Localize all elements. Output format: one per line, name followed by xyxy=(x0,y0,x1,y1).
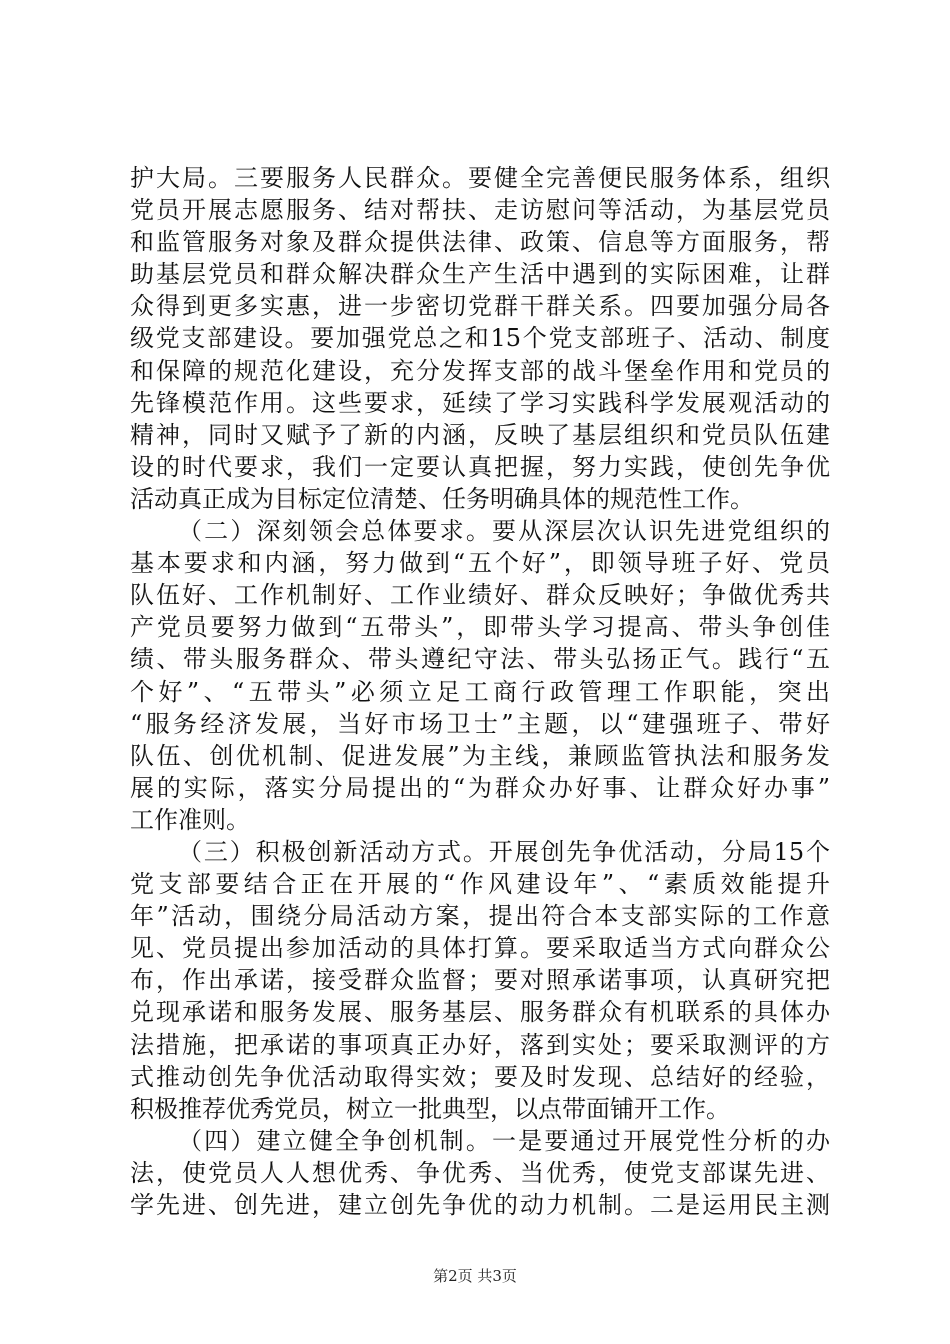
text-line: 年”活动，围绕分局活动方案，提出符合本支部实际的工作意 xyxy=(130,902,830,931)
page-number-footer: 第2页 共3页 xyxy=(433,1267,517,1285)
text-line: 活动真正成为目标定位清楚、任务明确具体的规范性工作。 xyxy=(130,484,754,513)
text-line: 队伍好、工作机制好、工作业绩好、群众反映好；争做优秀共 xyxy=(130,581,830,610)
text-line: “服务经济发展，当好市场卫士”主题，以“建强班子、带好 xyxy=(130,709,830,738)
text-line: 绩、带头服务群众、带头遵纪守法、带头弘扬正气。践行“五 xyxy=(130,645,830,674)
text-line: 设的时代要求，我们一定要认真把握，努力实践，使创先争优 xyxy=(130,452,830,481)
text-line: 和保障的规范化建设，充分发挥支部的战斗堡垒作用和党员的 xyxy=(130,356,830,385)
text-line: 布，作出承诺，接受群众监督；要对照承诺事项，认真研究把 xyxy=(130,966,830,995)
text-line: 工作准则。 xyxy=(130,805,250,834)
document-body xyxy=(130,162,830,1221)
text-line: 助基层党员和群众解决群众生产生活中遇到的实际困难，让群 xyxy=(130,260,830,289)
text-line: 见、党员提出参加活动的具体打算。要采取适当方式向群众公 xyxy=(130,934,830,963)
text-line: 基本要求和内涵，努力做到“五个好”，即领导班子好、党员 xyxy=(130,549,830,578)
text-line: 级党支部建设。要加强党总之和15个党支部班子、活动、制度 xyxy=(130,324,830,353)
text-line: 学先进、创先进，建立创先争优的动力机制。二是运用民主测 xyxy=(130,1191,830,1219)
text-line: 法措施，把承诺的事项真正办好，落到实处；要采取测评的方 xyxy=(130,1030,830,1059)
text-line: 队伍、创优机制、促进发展”为主线，兼顾监管执法和服务发 xyxy=(130,741,830,770)
section-heading-line: （四）建立健全争创机制。一是要通过开展党性分析的办 xyxy=(178,1126,830,1155)
text-line: 式推动创先争优活动取得实效；要及时发现、总结好的经验， xyxy=(130,1062,830,1091)
text-line: 积极推荐优秀党员，树立一批典型，以点带面铺开工作。 xyxy=(130,1094,730,1123)
text-line: 个好”、“五带头”必须立足工商行政管理工作职能，突出 xyxy=(130,677,830,706)
text-line: 展的实际，落实分局提出的“为群众办好事、让群众好办事” xyxy=(130,773,830,802)
section-heading-line: （二）深刻领会总体要求。要从深层次认识先进党组织的 xyxy=(178,517,830,546)
text-line: 产党员要努力做到“五带头”，即带头学习提高、带头争创佳 xyxy=(130,613,830,642)
text-line: 兑现承诺和服务发展、服务基层、服务群众有机联系的具体办 xyxy=(130,998,830,1027)
text-line: 党支部要结合正在开展的“作风建设年”、“素质效能提升 xyxy=(130,870,830,899)
text-line: 党员开展志愿服务、结对帮扶、走访慰问等活动，为基层党员 xyxy=(130,196,830,225)
text-line: 法，使党员人人想优秀、争优秀、当优秀，使党支部谋先进、 xyxy=(130,1158,830,1187)
text-line: 和监管服务对象及群众提供法律、政策、信息等方面服务，帮 xyxy=(130,228,830,257)
text-line: 先锋模范作用。这些要求，延续了学习实践科学发展观活动的 xyxy=(130,388,830,417)
section-heading-line: （三）积极创新活动方式。开展创先争优活动，分局15个 xyxy=(178,837,830,866)
text-line: 护大局。三要服务人民群众。要健全完善便民服务体系，组织 xyxy=(130,164,830,192)
text-line: 精神，同时又赋予了新的内涵，反映了基层组织和党员队伍建 xyxy=(130,420,830,449)
text-line: 众得到更多实惠，进一步密切党群干群关系。四要加强分局各 xyxy=(130,292,830,321)
